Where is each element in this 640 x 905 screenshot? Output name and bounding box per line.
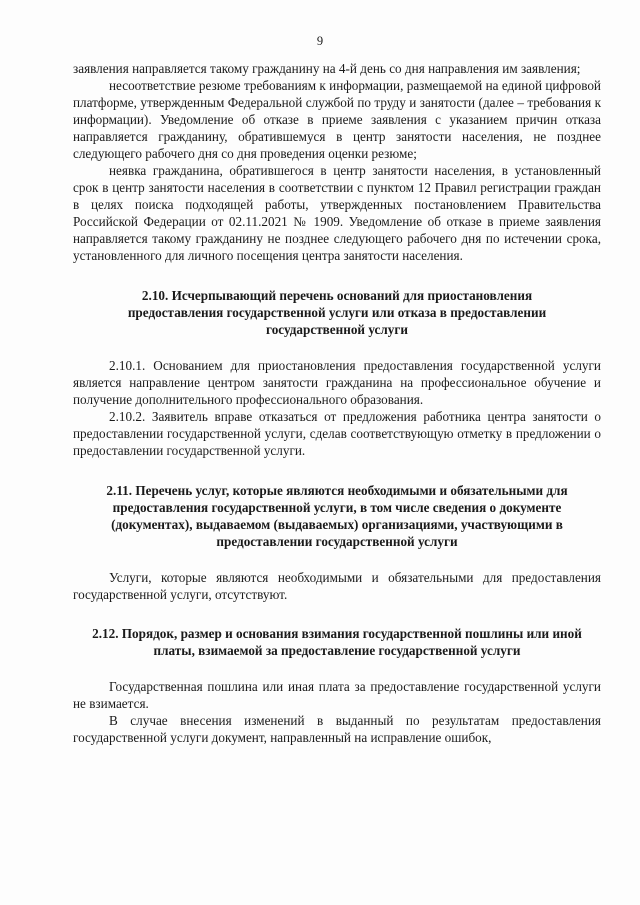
paragraph: заявления направляется такому гражданину на 4-й день со дня направления им заявления; (73, 61, 581, 76)
paragraph: 2.10.1. Основанием для приостановления предоставления государственной услуги является направление центром занятости гражданина на профессиональное обучение и получение дополнительного профессионального образования. (73, 358, 601, 407)
paragraph: Государственная пошлина или иная плата за предоставление государственной услуги не взимается. (73, 679, 601, 711)
page-number: 9 (316, 34, 324, 48)
paragraph: 2.10.2. Заявитель вправе отказаться от предложения работника центра занятости о предоставлении государственной услуги, сделав соответствующую отметку в предложении о предоставлении государственной услуги. (73, 409, 601, 458)
paragraph: В случае внесения изменений в выданный по результатам предоставления государственной услуги документ, направленный на исправление ошибок, (73, 713, 601, 745)
section-heading-2-11: 2.11. Перечень услуг, которые являются необходимыми и обязательными для предоставления государственной услуги, в том числе сведения о документе (документах), выдаваемом (выдаваемых) организациями, участвующими в предоставлении государственной услуги (106, 483, 568, 549)
paragraph: неявка гражданина, обратившегося в центр занятости населения, в установленный срок в центр занятости населения в соответствии с пунктом 12 Правил регистрации граждан в целях поиска подходящей работы, утвержденных постановлением Правительства Российской Федерации от 02.11.2021 № 1909. Уведомление об отказе в приеме заявления направляется такому гражданину не позднее следующего рабочего дня по истечении срока, установленного для личного посещения центра занятости населения. (73, 163, 601, 263)
paragraph: несоответствие резюме требованиям к информации, размещаемой на единой цифровой платформе, утвержденным Федеральной службой по труду и занятости (далее – требования к информации). Уведомление об отказе в приеме заявления с указанием причин отказа направляется гражданину, обратившемуся в центр занятости населения, не позднее следующего рабочего дня со дня проведения оценки резюме; (73, 78, 601, 161)
document-body (73, 60, 601, 746)
section-heading-2-10: 2.10. Исчерпывающий перечень оснований для приостановления предоставления государственной услуги или отказа в предоставлении государственной услуги (127, 288, 547, 337)
section-heading-2-12: 2.12. Порядок, размер и основания взимания государственной пошлины или иной платы, взимаемой за предоставление государственной услуги (92, 626, 582, 658)
paragraph: Услуги, которые являются необходимыми и обязательными для предоставления государственной услуги, отсутствуют. (73, 570, 601, 602)
